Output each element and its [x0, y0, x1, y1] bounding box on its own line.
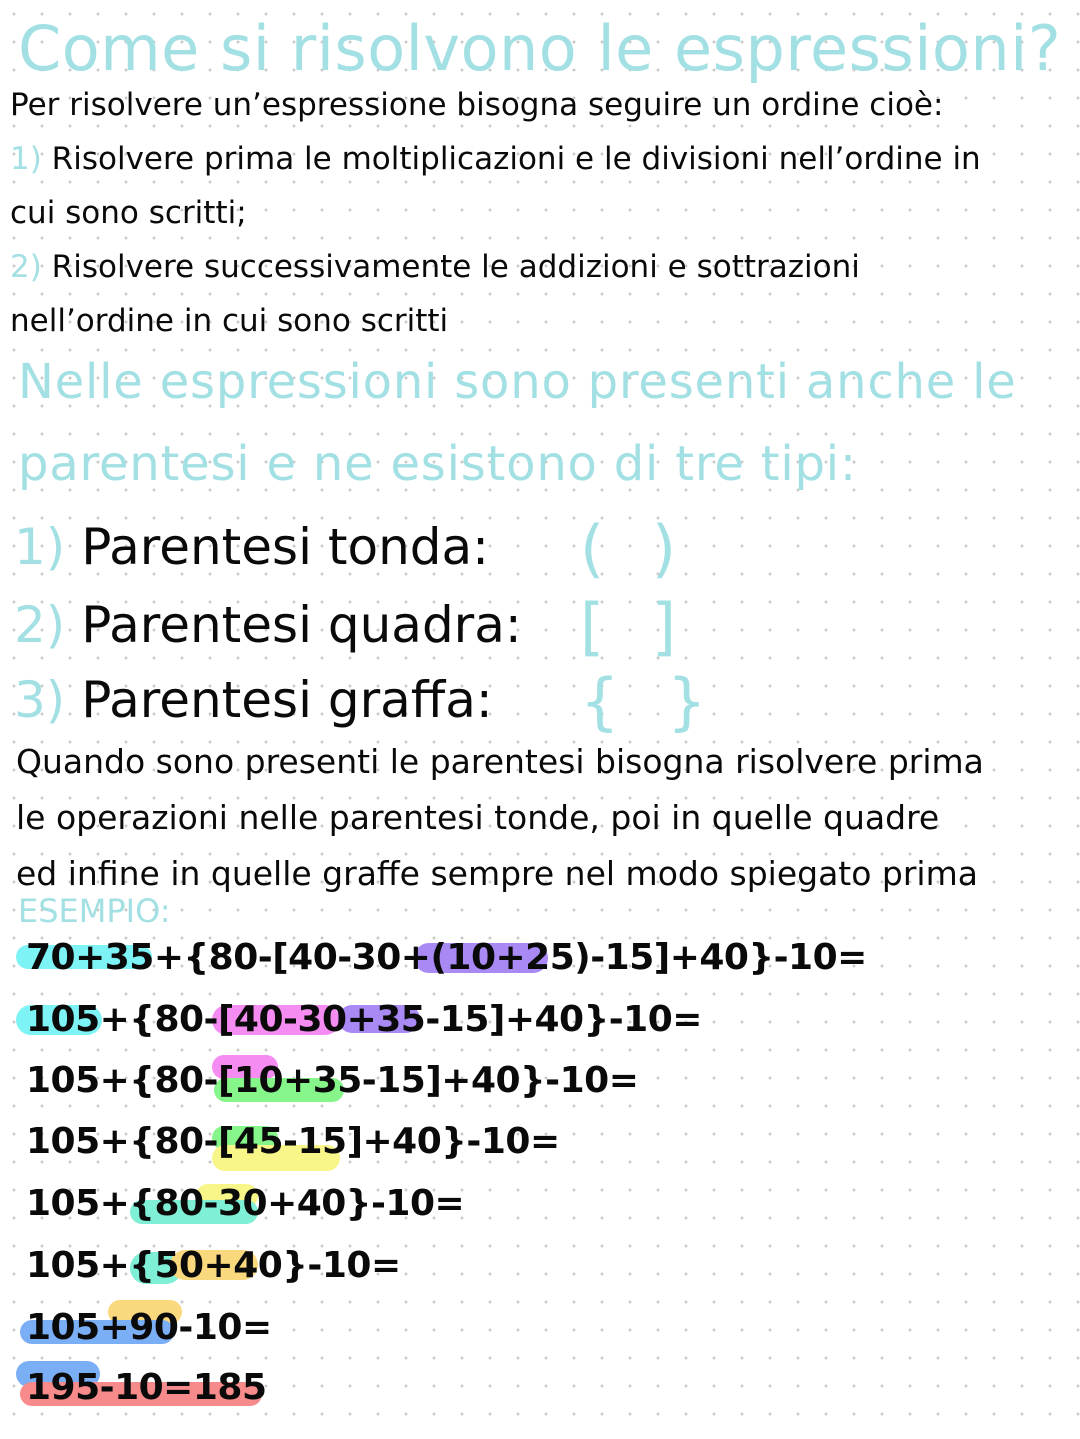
- bracket-type-square: [14, 590, 691, 663]
- example-step: 70+35+{80-[40-30+(10+25)-15]+40}-10=: [26, 937, 867, 978]
- rule-2-continued: nell’ordine in cui sono scritti: [10, 303, 449, 339]
- explanation-line-3: ed infine in quelle graffe sempre nel modo spiegato prima: [16, 854, 978, 893]
- explanation-line-2: le operazioni nelle parentesi tonde, poi in quelle quadre: [16, 798, 940, 837]
- rule-1-text: Risolvere prima le moltiplicazioni e le divisioni nell’ordine in: [41, 141, 981, 177]
- bracket-type-number: 1): [14, 518, 66, 576]
- rule-2-number: 2): [10, 249, 42, 285]
- square-brackets-icon: [ ]: [580, 590, 691, 663]
- bracket-type-number: 3): [14, 671, 66, 729]
- example-step: 105+90-10=: [26, 1307, 272, 1348]
- curly-brackets-icon: { }: [580, 665, 721, 738]
- example-step: 105+{80-30+40}-10=: [26, 1183, 465, 1224]
- example-step: 105+{80-[45-15]+40}-10=: [26, 1121, 560, 1162]
- round-brackets-icon: ( ): [580, 512, 691, 585]
- example-step: 105+{80-[40-30+35-15]+40}-10=: [26, 999, 702, 1040]
- explanation-line-1: Quando sono presenti le parentesi bisogna risolvere prima: [16, 742, 984, 781]
- brackets-heading-line-2: parentesi e ne esistono di tre tipi:: [18, 436, 857, 492]
- bracket-type-round: [14, 512, 691, 585]
- rule-1: [10, 141, 981, 177]
- intro-text: Per risolvere un’espressione bisogna seguire un ordine cioè:: [10, 87, 944, 123]
- page-title: Come si risolvono le espressioni?: [18, 12, 1062, 85]
- bracket-type-label: Parentesi quadra:: [65, 596, 522, 654]
- example-step: 105+{50+40}-10=: [26, 1245, 401, 1286]
- bracket-type-label: Parentesi graffa:: [65, 671, 493, 729]
- rule-1-number: 1): [10, 141, 42, 177]
- example-step-result: 195-10=185: [26, 1367, 267, 1408]
- rule-2: [10, 249, 860, 285]
- brackets-heading-line-1: Nelle espressioni sono presenti anche le: [18, 354, 1017, 410]
- bracket-type-label: Parentesi tonda:: [65, 518, 489, 576]
- example-step: 105+{80-[10+35-15]+40}-10=: [26, 1060, 639, 1101]
- rule-2-text: Risolvere successivamente le addizioni e sottrazioni: [41, 249, 860, 285]
- bracket-type-number: 2): [14, 596, 66, 654]
- rule-1-continued: cui sono scritti;: [10, 195, 247, 231]
- bracket-type-curly: [14, 665, 721, 738]
- example-label: ESEMPIO:: [18, 892, 171, 930]
